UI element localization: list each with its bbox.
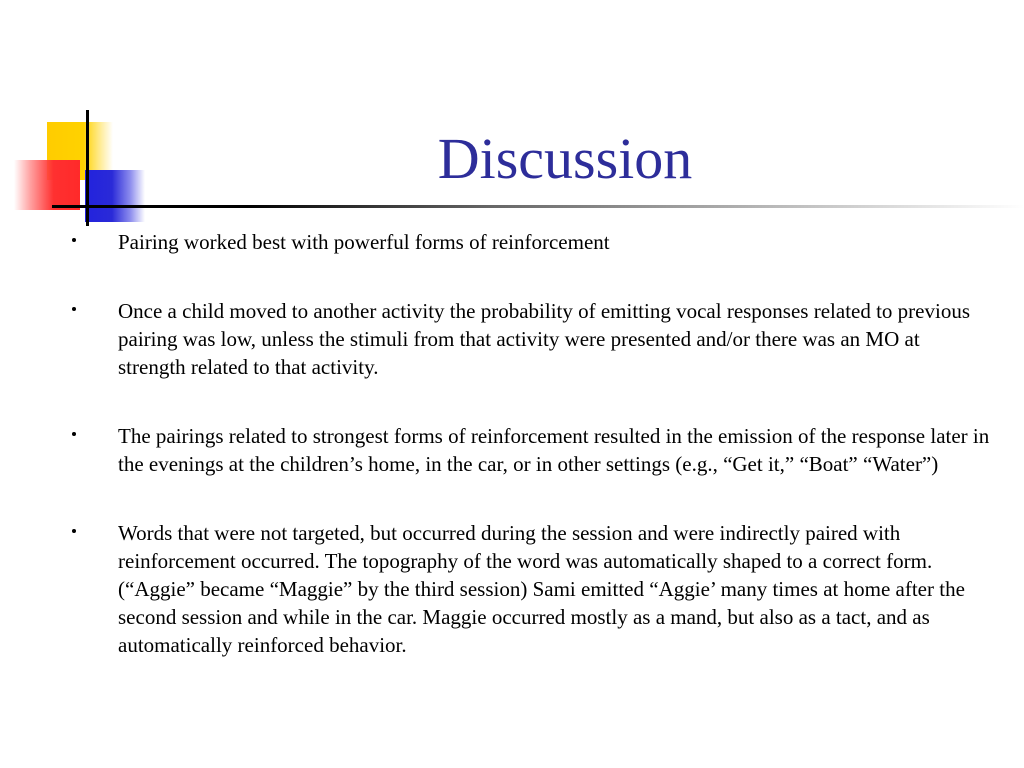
slide-title: Discussion (437, 126, 693, 191)
bullet-text: The pairings related to strongest forms of reinforcement resulted in the emission of the response later in the evenings at the children’s home, in the car, or in other settings (e.g., “Get it,” “Boat” “Water”) (118, 424, 990, 476)
bullet-item (72, 297, 992, 381)
title-divider-line (52, 205, 1024, 208)
bullet-list (72, 228, 992, 700)
bullet-icon (72, 238, 76, 242)
bullet-item (72, 228, 992, 256)
bullet-text: Words that were not targeted, but occurred during the session and were indirectly paired with reinforcement occurred. The topography of the word was automatically shaped to a correct form. (“Aggie” became “Maggie” by the third session) Sami emitted “Aggie’ many times at home after the second session and while in the car. Maggie occurred mostly as a mand, but also as a tact, and as automatically reinforced behavior. (118, 521, 965, 657)
bullet-icon (72, 529, 76, 533)
bullet-icon (72, 432, 76, 436)
logo-red-square (14, 160, 80, 210)
logo-vertical-line (86, 110, 89, 226)
logo-blue-square (85, 170, 145, 222)
bullet-text: Pairing worked best with powerful forms of reinforcement (118, 230, 610, 254)
bullet-item (72, 422, 992, 478)
bullet-icon (72, 307, 76, 311)
bullet-text: Once a child moved to another activity the probability of emitting vocal responses related to previous pairing was low, unless the stimuli from that activity were presented and/or there was an MO at strength related to that activity. (118, 299, 971, 379)
bullet-item (72, 519, 992, 659)
